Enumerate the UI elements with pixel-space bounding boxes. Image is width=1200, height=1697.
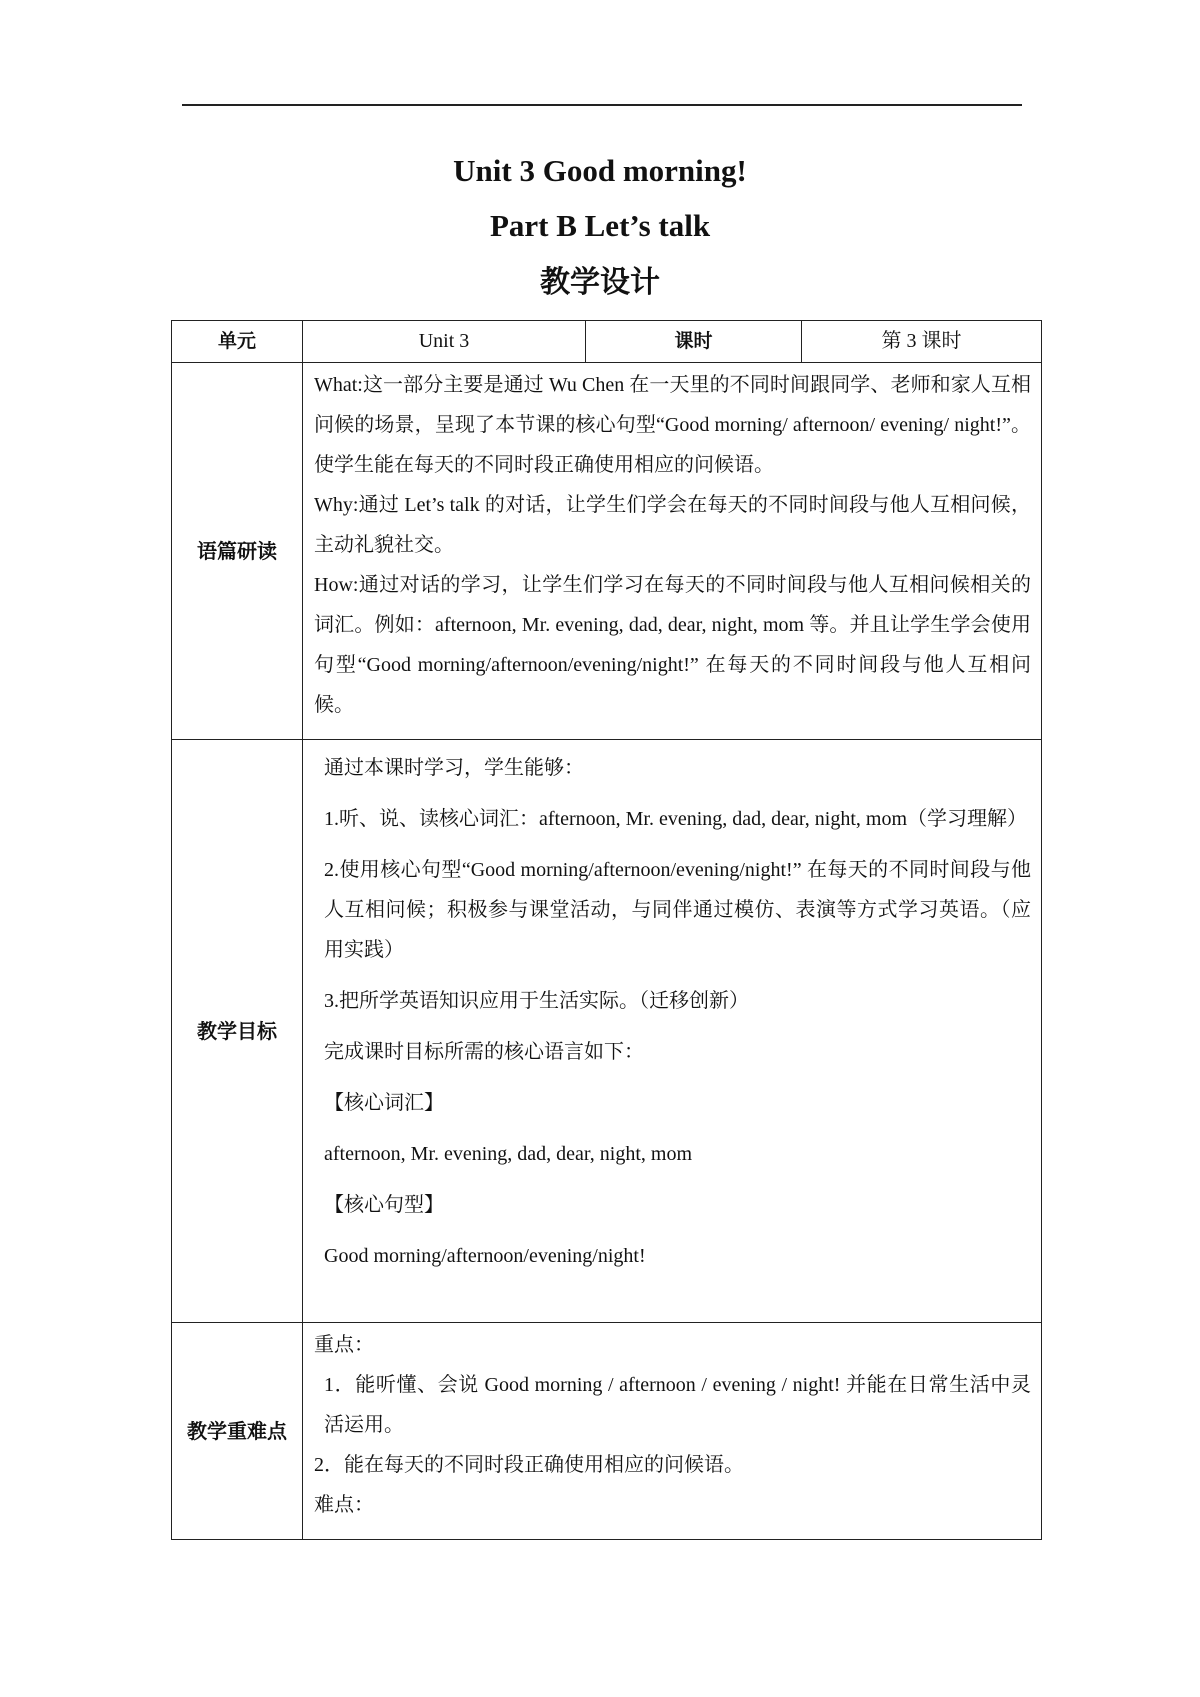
key-points-label: 教学重难点	[172, 1323, 303, 1540]
core-sentence: Good morning/afternoon/evening/night!	[324, 1245, 646, 1267]
key-points-heading: 重点：	[314, 1334, 374, 1356]
unit-label: 单元	[172, 321, 303, 363]
key-point-2: 2．能在每天的不同时段正确使用相应的问候语。	[314, 1454, 744, 1476]
text-study-what: What:这一部分主要是通过 Wu Chen 在一天里的不同时间跟同学、老师和家人互相问候的场景，呈现了本节课的核心句型“Good morning/ afternoon/ evening/ night!”。使学生能在每天的不同时段正确使用相应的问候语。	[314, 374, 1031, 476]
key-points-row	[172, 1323, 1042, 1540]
objective-3: 3.把所学英语知识应用于生活实际。（迁移创新）	[324, 990, 749, 1012]
title-unit: Unit 3 Good morning!	[453, 153, 747, 188]
text-study-why: Why:通过 Let’s talk 的对话，让学生们学会在每天的不同时间段与他人互相问候，主动礼貌社交。	[314, 494, 1031, 556]
objective-1: 1.听、说、读核心词汇：afternoon, Mr. evening, dad, dear, night, mom（学习理解）	[324, 808, 1027, 830]
objectives-label: 教学目标	[172, 740, 303, 1323]
title-design: 教学设计	[540, 265, 660, 300]
title-block	[0, 143, 1200, 310]
text-study-row	[172, 363, 1042, 740]
difficulties-heading: 难点：	[314, 1494, 374, 1516]
objectives-content	[303, 740, 1042, 1323]
key-points-content	[303, 1323, 1042, 1540]
text-study-label: 语篇研读	[172, 363, 303, 740]
core-language-intro: 完成课时目标所需的核心语言如下：	[324, 1041, 644, 1063]
objectives-intro: 通过本课时学习，学生能够：	[324, 757, 584, 779]
key-point-1: 1．能听懂、会说 Good morning / afternoon / evening / night! 并能在日常生活中灵活运用。	[324, 1374, 1031, 1436]
text-study-content	[303, 363, 1042, 740]
unit-value: Unit 3	[303, 321, 586, 363]
lesson-plan-table	[171, 320, 1042, 1540]
header-rule	[182, 104, 1022, 106]
table-header-row	[172, 321, 1042, 363]
core-vocab: afternoon, Mr. evening, dad, dear, night, mom	[324, 1143, 692, 1165]
text-study-how: How:通过对话的学习，让学生们学习在每天的不同时间段与他人互相问候相关的词汇。例如：afternoon, Mr. evening, dad, dear, night, mom 等。并且让学生学会使用句型“Good morning/afternoon/evening/night!” 在每天的不同时间段与他人互相问候。	[314, 574, 1031, 716]
title-part: Part B Let’s talk	[489, 208, 711, 243]
core-vocab-heading: 【核心词汇】	[324, 1092, 444, 1114]
period-value: 第 3 课时	[802, 321, 1042, 363]
core-sentence-heading: 【核心句型】	[324, 1194, 444, 1216]
period-label: 课时	[586, 321, 802, 363]
objective-2: 2.使用核心句型“Good morning/afternoon/evening/night!” 在每天的不同时间段与他人互相问候；积极参与课堂活动，与同伴通过模仿、表演等方式学习英语。（应用实践）	[324, 859, 1031, 961]
objectives-row	[172, 740, 1042, 1323]
